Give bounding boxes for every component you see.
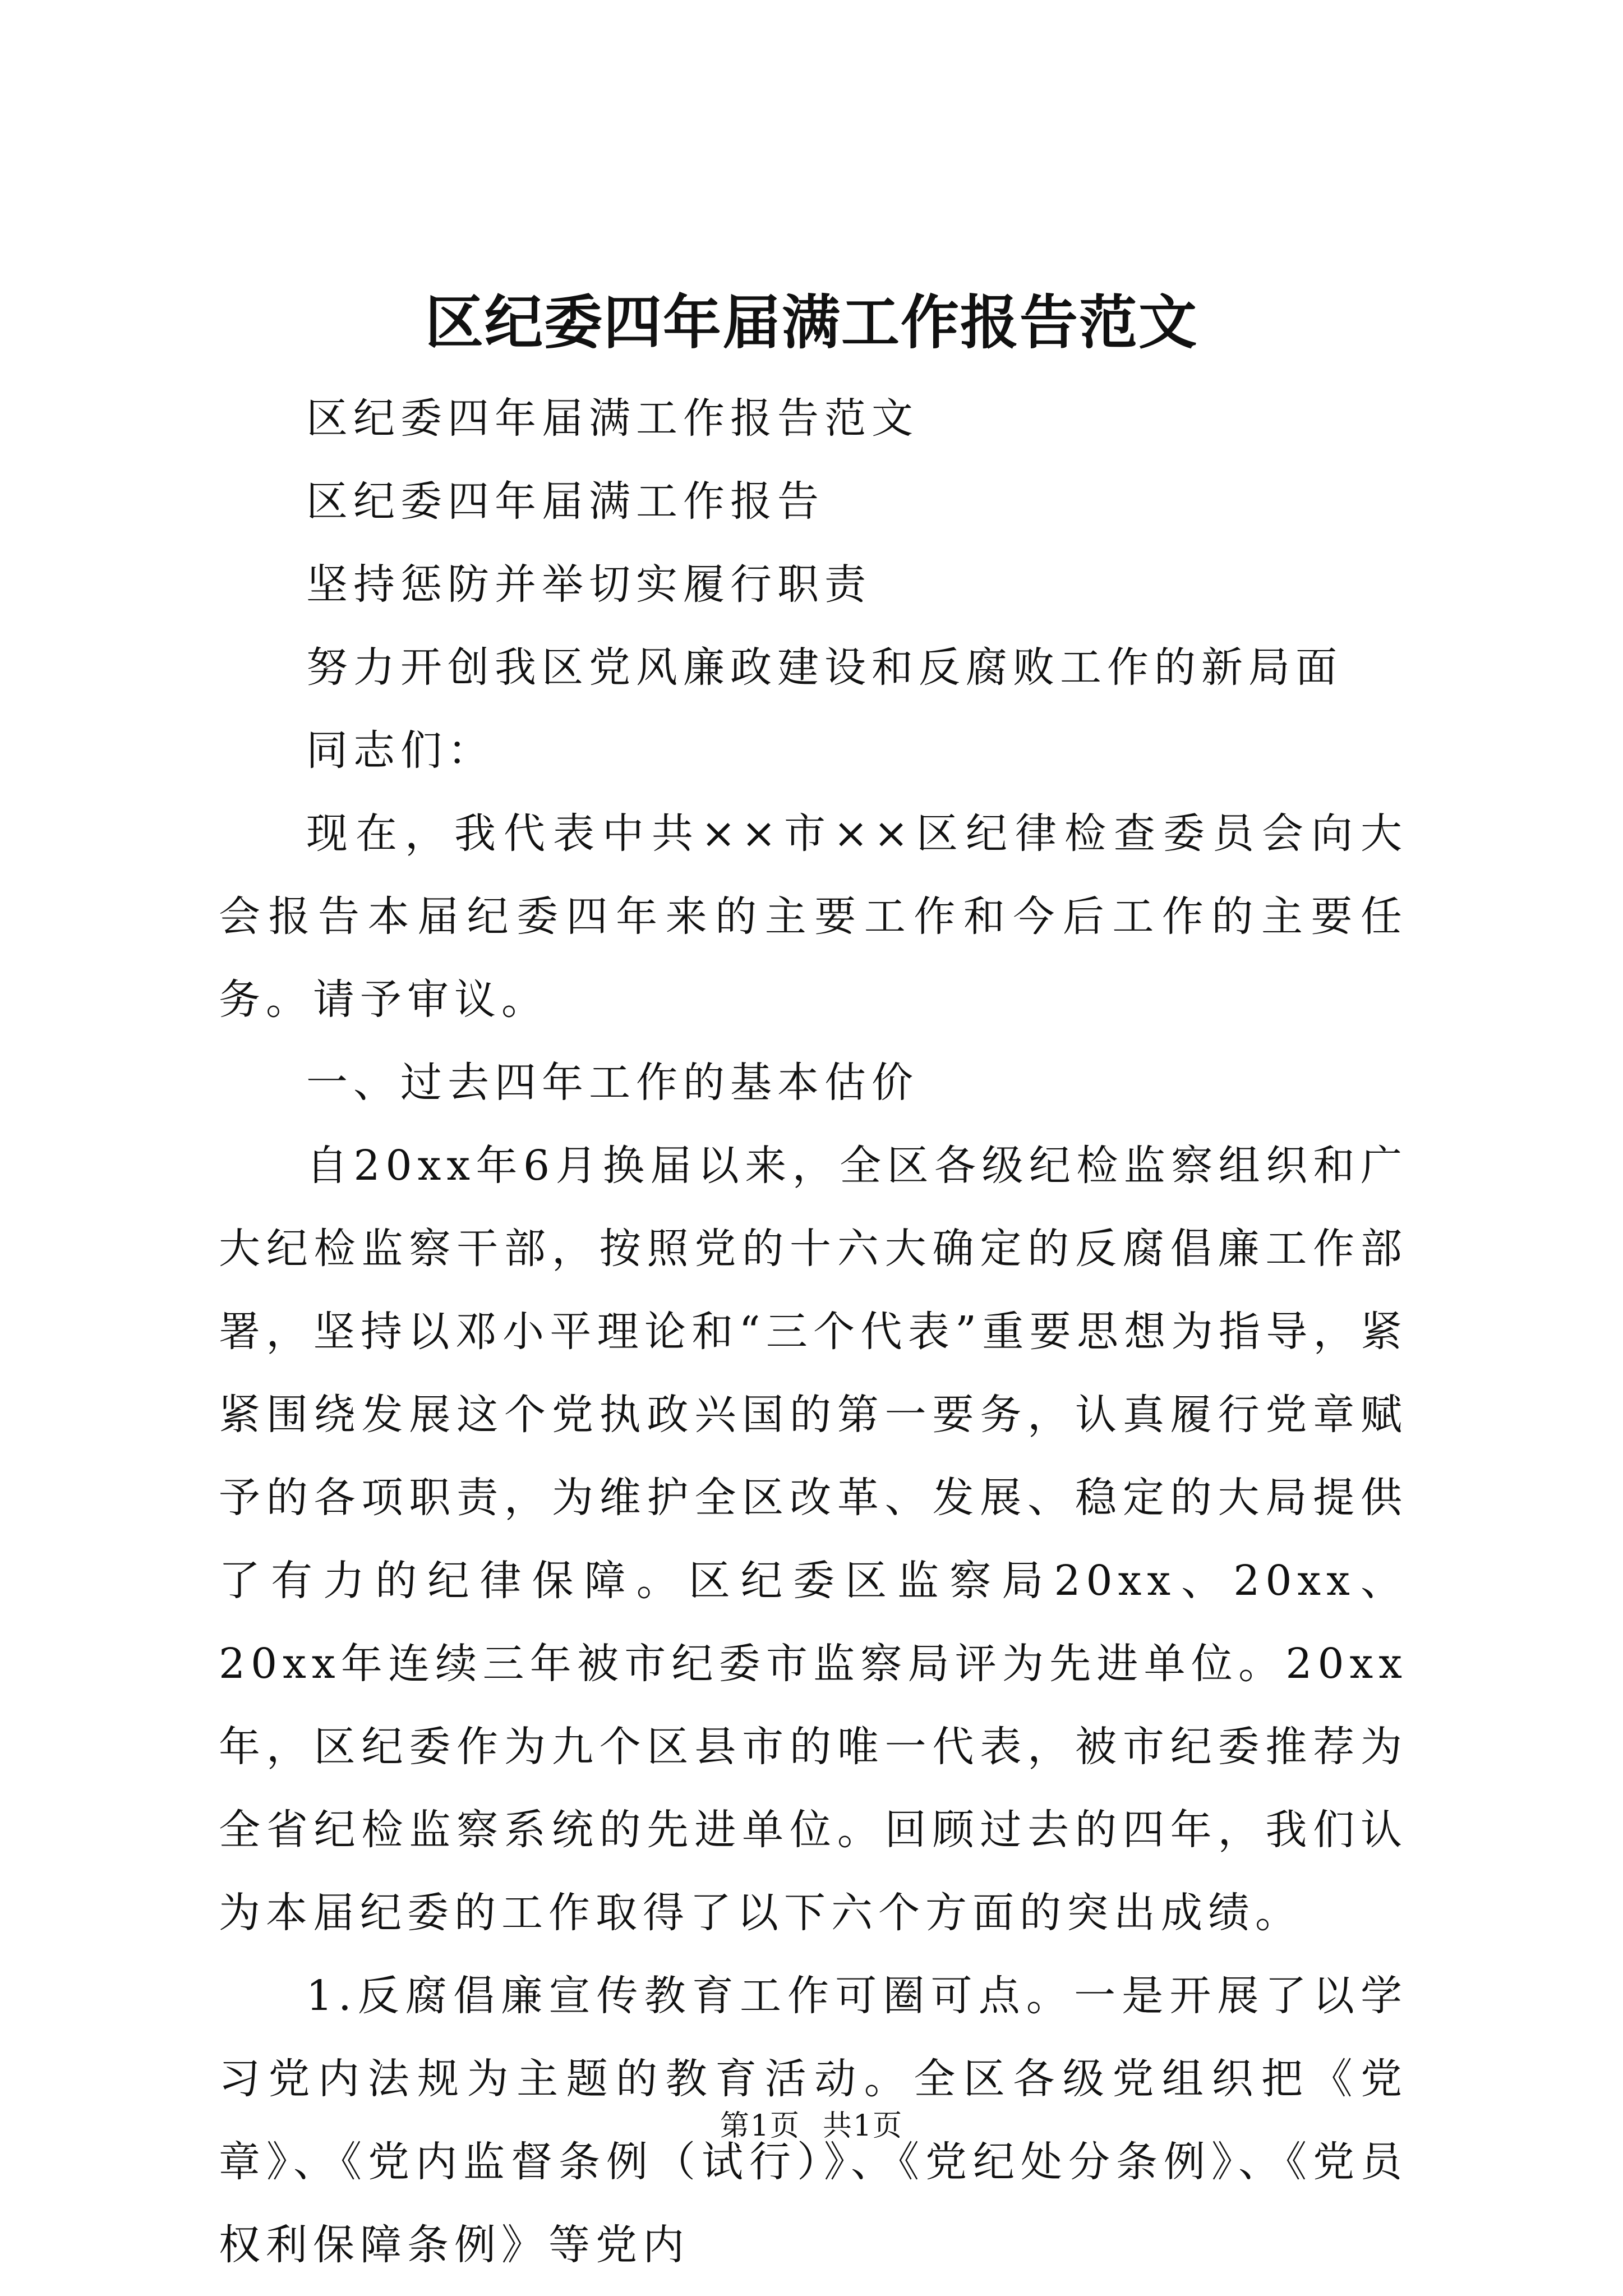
- paragraph-intro: 现在，我代表中共××市××区纪律检查委员会向大会报告本届纪委四年来的主要工作和今后工作的主要任务。请予审议。: [219, 809, 1408, 1024]
- paragraph-item-1: 1.反腐倡廉宣传教育工作可圈可点。一是开展了以学习党内法规为主题的教育活动。全区各级党组织把《党章》、《党内监督条例（试行）》、《党纪处分条例》、《党员权利保障条例》等党内: [219, 1972, 1408, 2269]
- page-number: 第1页: [720, 2109, 800, 2143]
- paragraph-heading-1: 坚持惩防并举切实履行职责: [306, 560, 872, 609]
- page-footer: [0, 2106, 1623, 2146]
- paragraph-salutation: 同志们：: [306, 726, 495, 775]
- paragraph-report-name: 区纪委四年届满工作报告: [306, 477, 824, 526]
- page-total: 共1页: [823, 2109, 903, 2143]
- document-title: 区纪委四年届满工作报告范文: [425, 288, 1198, 357]
- paragraph-heading-2: 努力开创我区党风廉政建设和反腐败工作的新局面: [306, 643, 1343, 692]
- paragraph-review: 自20xx年6月换届以来，全区各级纪检监察组织和广大纪检监察干部，按照党的十六大确定的反腐倡廉工作部署，坚持以邓小平理论和“三个代表”重要思想为指导，紧紧围绕发展这个党执政兴国的第一要务，认真履行党章赋予的各项职责，为维护全区改革、发展、稳定的大局提供了有力的纪律保障。区纪委区监察局20xx、20xx、20xx年连续三年被市纪委市监察局评为先进单位。20xx年，区纪委作为九个区县市的唯一代表，被市纪委推荐为全省纪检监察系统的先进单位。回顾过去的四年，我们认为本届纪委的工作取得了以下六个方面的突出成绩。: [219, 1142, 1408, 1937]
- document-body: [219, 377, 1408, 2286]
- paragraph-section-heading: 一、过去四年工作的基本估价: [306, 1059, 919, 1107]
- paragraph-subtitle: 区纪委四年届满工作报告范文: [306, 394, 919, 443]
